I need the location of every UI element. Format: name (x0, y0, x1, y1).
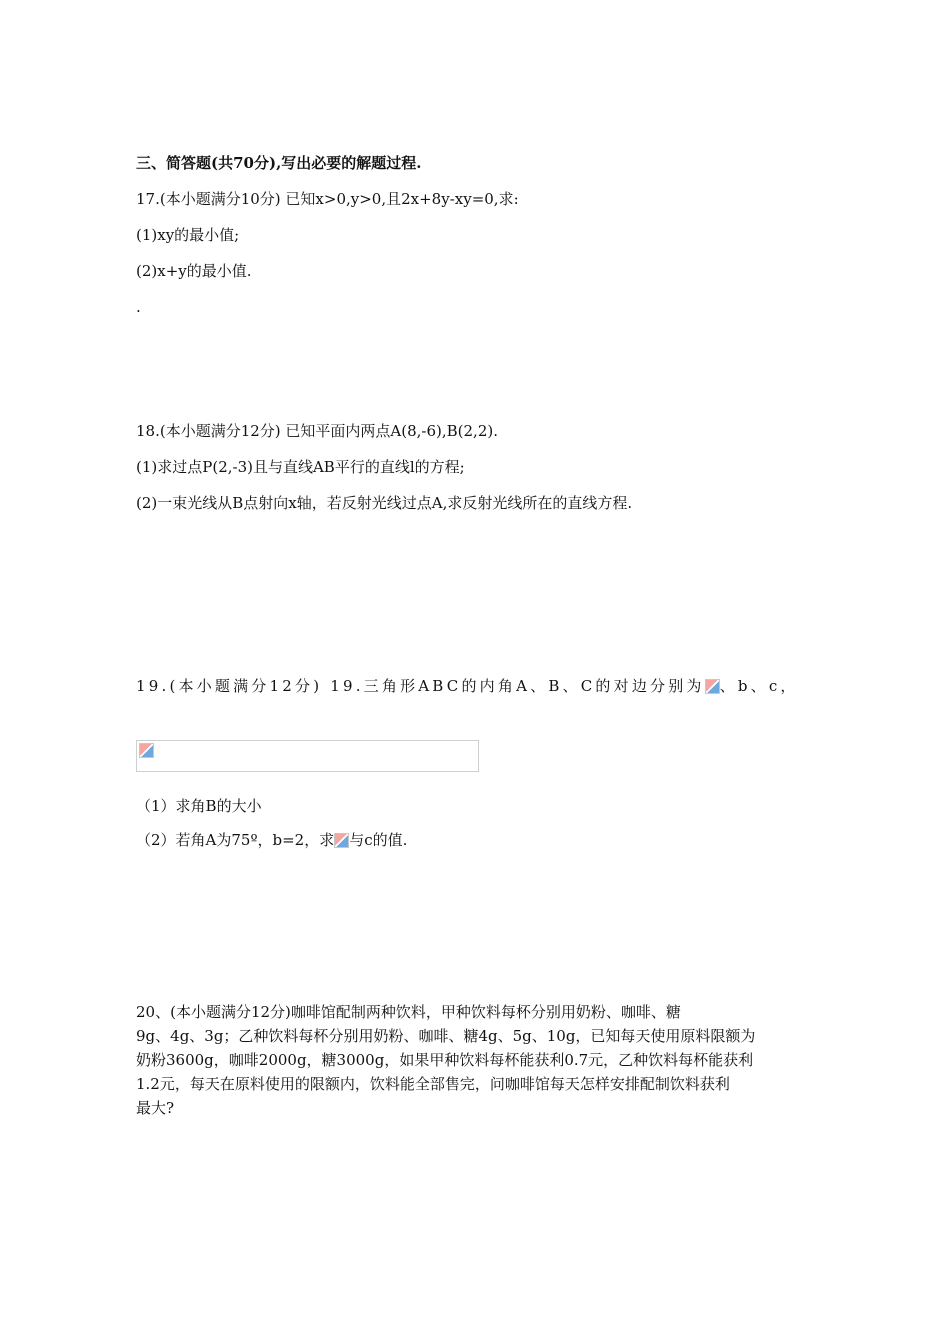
q19-part2-line (136, 830, 407, 850)
broken-image-icon (705, 679, 720, 694)
q17-dot: . (136, 298, 141, 316)
q20-line4: 1.2元，每天在原料使用的限额内，饮料能全部售完，问咖啡馆每天怎样安排配制饮料获利 (136, 1075, 730, 1093)
q18-part2: (2)一束光线从B点射向x轴，若反射光线过点A,求反射光线所在的直线方程. (136, 494, 633, 512)
q20-line5: 最大? (136, 1099, 175, 1117)
q19-stem-b: 、b、c， (719, 677, 799, 695)
q19-part2-b: 与c的值. (349, 831, 408, 849)
formula-image-placeholder (136, 740, 479, 772)
q19-part2-a: （2）若角A为75º，b=2，求 (136, 831, 335, 849)
q19-stem-line (136, 676, 799, 696)
q19-stem-a: 19.(本小题满分12分) 19.三角形ABC的内角A、B、C的对边分别为 (136, 677, 705, 695)
q17-part2: (2)x+y的最小值. (136, 262, 252, 280)
q17-stem: 17.(本小题满分10分) 已知x>0,y>0,且2x+8y-xy=0,求: (136, 190, 519, 208)
section-title: 三、简答题(共70分),写出必要的解题过程. (136, 154, 422, 172)
broken-image-icon (139, 743, 154, 758)
q20-line2: 9g、4g、3g；乙种饮料每杯分别用奶粉、咖啡、糖4g、5g、10g，已知每天使用原料限额为 (136, 1027, 756, 1045)
q20-line1: 20、(本小题满分12分)咖啡馆配制两种饮料，甲种饮料每杯分别用奶粉、咖啡、糖 (136, 1003, 681, 1021)
q17-part1: (1)xy的最小值; (136, 226, 240, 244)
q18-stem: 18.(本小题满分12分) 已知平面内两点A(8,-6),B(2,2). (136, 422, 498, 440)
q19-part1: （1）求角B的大小 (136, 797, 262, 815)
q18-part1: (1)求过点P(2,-3)且与直线AB平行的直线l的方程; (136, 458, 465, 476)
broken-image-icon (334, 833, 349, 848)
q20-line3: 奶粉3600g，咖啡2000g，糖3000g，如果甲种饮料每杯能获利0.7元，乙种饮料每杯能获利 (136, 1051, 754, 1069)
